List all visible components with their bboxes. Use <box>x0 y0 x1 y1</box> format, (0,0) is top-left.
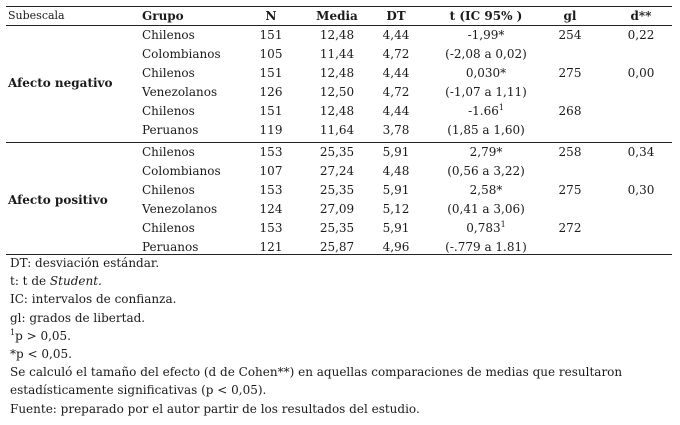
header-n: N <box>265 9 277 23</box>
cell-n: 124 <box>259 202 283 216</box>
cell-gl: 254 <box>558 28 582 42</box>
cell-media: 25,35 <box>319 221 355 235</box>
cell-n: 153 <box>259 145 283 159</box>
cell-dt: 4,44 <box>382 104 410 118</box>
note-sup1: $^1$p > 0,05. <box>10 327 71 343</box>
cell-dt: 4,48 <box>382 164 410 178</box>
cell-t: 0,030* <box>465 66 507 80</box>
cell-grupo: Venezolanos <box>142 202 218 216</box>
cell-gl: 275 <box>558 183 582 197</box>
cell-dt: 4,72 <box>382 85 410 99</box>
cell-dt: 4,44 <box>382 66 410 80</box>
cell-grupo: Colombianos <box>142 164 221 178</box>
cell-dt: 5,91 <box>382 183 410 197</box>
cell-t: (-1,07 a 1,11) <box>445 85 527 99</box>
note-cohen: Se calculó el tamaño del efecto (d de Cohen**) en aquellas comparaciones de medias que resultaron estadísticamente significativas (p < 0,05). <box>10 365 623 398</box>
cell-gl: 272 <box>558 221 582 235</box>
cell-dt: 4,72 <box>382 47 410 61</box>
cell-media: 11,64 <box>319 123 355 137</box>
cell-t: 2,58* <box>469 183 503 197</box>
cell-media: 12,50 <box>319 85 355 99</box>
note-dt: DT: desviación estándar. <box>10 256 160 270</box>
cell-grupo: Chilenos <box>142 104 195 118</box>
note-fuente: Fuente: preparado por el autor partir de los resultados del estudio. <box>10 401 420 416</box>
cell-media: 25,35 <box>319 183 355 197</box>
cell-media: 12,48 <box>319 66 355 80</box>
cell-media: 27,09 <box>319 202 355 216</box>
cell-gl: 268 <box>558 104 582 118</box>
cell-n: 107 <box>259 164 283 178</box>
cell-t: 2,79* <box>469 145 503 159</box>
cell-media: 12,48 <box>319 104 355 118</box>
note-t: t: t de Student. <box>10 274 102 289</box>
cell-media: 11,44 <box>319 47 355 61</box>
cell-d: 0,34 <box>627 145 655 159</box>
cell-media: 25,35 <box>319 145 355 159</box>
note-ic: IC: intervalos de confianza. <box>10 292 177 307</box>
header-gl: gl <box>563 9 577 23</box>
cell-t: (0,56 a 3,22) <box>447 164 525 178</box>
cell-grupo: Peruanos <box>142 240 199 254</box>
cell-n: 153 <box>259 183 283 197</box>
cell-t: (1,85 a 1,60) <box>447 123 525 137</box>
cell-n: 151 <box>259 66 283 80</box>
block-label: Afecto negativo <box>8 76 113 90</box>
cell-t: (-2,08 a 0,02) <box>445 47 527 61</box>
cell-d: 0,22 <box>627 28 655 42</box>
header-t: t (IC 95% ) <box>449 9 523 23</box>
cell-t: (-.779 a 1.81) <box>445 240 527 254</box>
cell-grupo: Chilenos <box>142 221 195 235</box>
cell-media: 27,24 <box>319 164 355 178</box>
note-star: *p < 0,05. <box>10 347 72 362</box>
cell-gl: 258 <box>558 145 582 159</box>
header-subescala: Subescala <box>8 9 65 22</box>
cell-n: 151 <box>259 28 283 42</box>
cell-t: -1.66$^1$ <box>468 103 504 118</box>
cell-grupo: Colombianos <box>142 47 221 61</box>
cell-grupo: Chilenos <box>142 145 195 159</box>
block-label: Afecto positivo <box>8 193 108 207</box>
cell-dt: 5,91 <box>382 221 410 235</box>
header-grupo: Grupo <box>142 9 184 23</box>
cell-n: 153 <box>259 221 283 235</box>
cell-n: 126 <box>259 85 283 99</box>
header-d: d** <box>630 9 652 23</box>
header-media: Media <box>316 9 358 23</box>
table-notes <box>10 254 670 418</box>
cell-dt: 4,96 <box>382 240 410 254</box>
cell-grupo: Chilenos <box>142 183 195 197</box>
cell-dt: 5,12 <box>382 202 410 216</box>
cell-d: 0,00 <box>627 66 655 80</box>
cell-dt: 4,44 <box>382 28 410 42</box>
cell-grupo: Peruanos <box>142 123 199 137</box>
header-dt: DT <box>386 9 406 23</box>
cell-n: 151 <box>259 104 283 118</box>
cell-gl: 275 <box>558 66 582 80</box>
cell-dt: 5,91 <box>382 145 410 159</box>
cell-grupo: Chilenos <box>142 66 195 80</box>
cell-n: 121 <box>259 240 283 254</box>
cell-n: 105 <box>259 47 283 61</box>
cell-media: 25,87 <box>319 240 355 254</box>
cell-t: -1,99* <box>467 28 505 42</box>
cell-t: 0,783$^1$ <box>466 220 506 235</box>
cell-media: 12,48 <box>319 28 355 42</box>
cell-grupo: Venezolanos <box>142 85 218 99</box>
cell-grupo: Chilenos <box>142 28 195 42</box>
note-gl: gl: grados de libertad. <box>10 310 146 325</box>
cell-dt: 3,78 <box>382 123 410 137</box>
cell-n: 119 <box>259 123 283 137</box>
cell-t: (0,41 a 3,06) <box>447 202 525 216</box>
cell-d: 0,30 <box>627 183 655 197</box>
